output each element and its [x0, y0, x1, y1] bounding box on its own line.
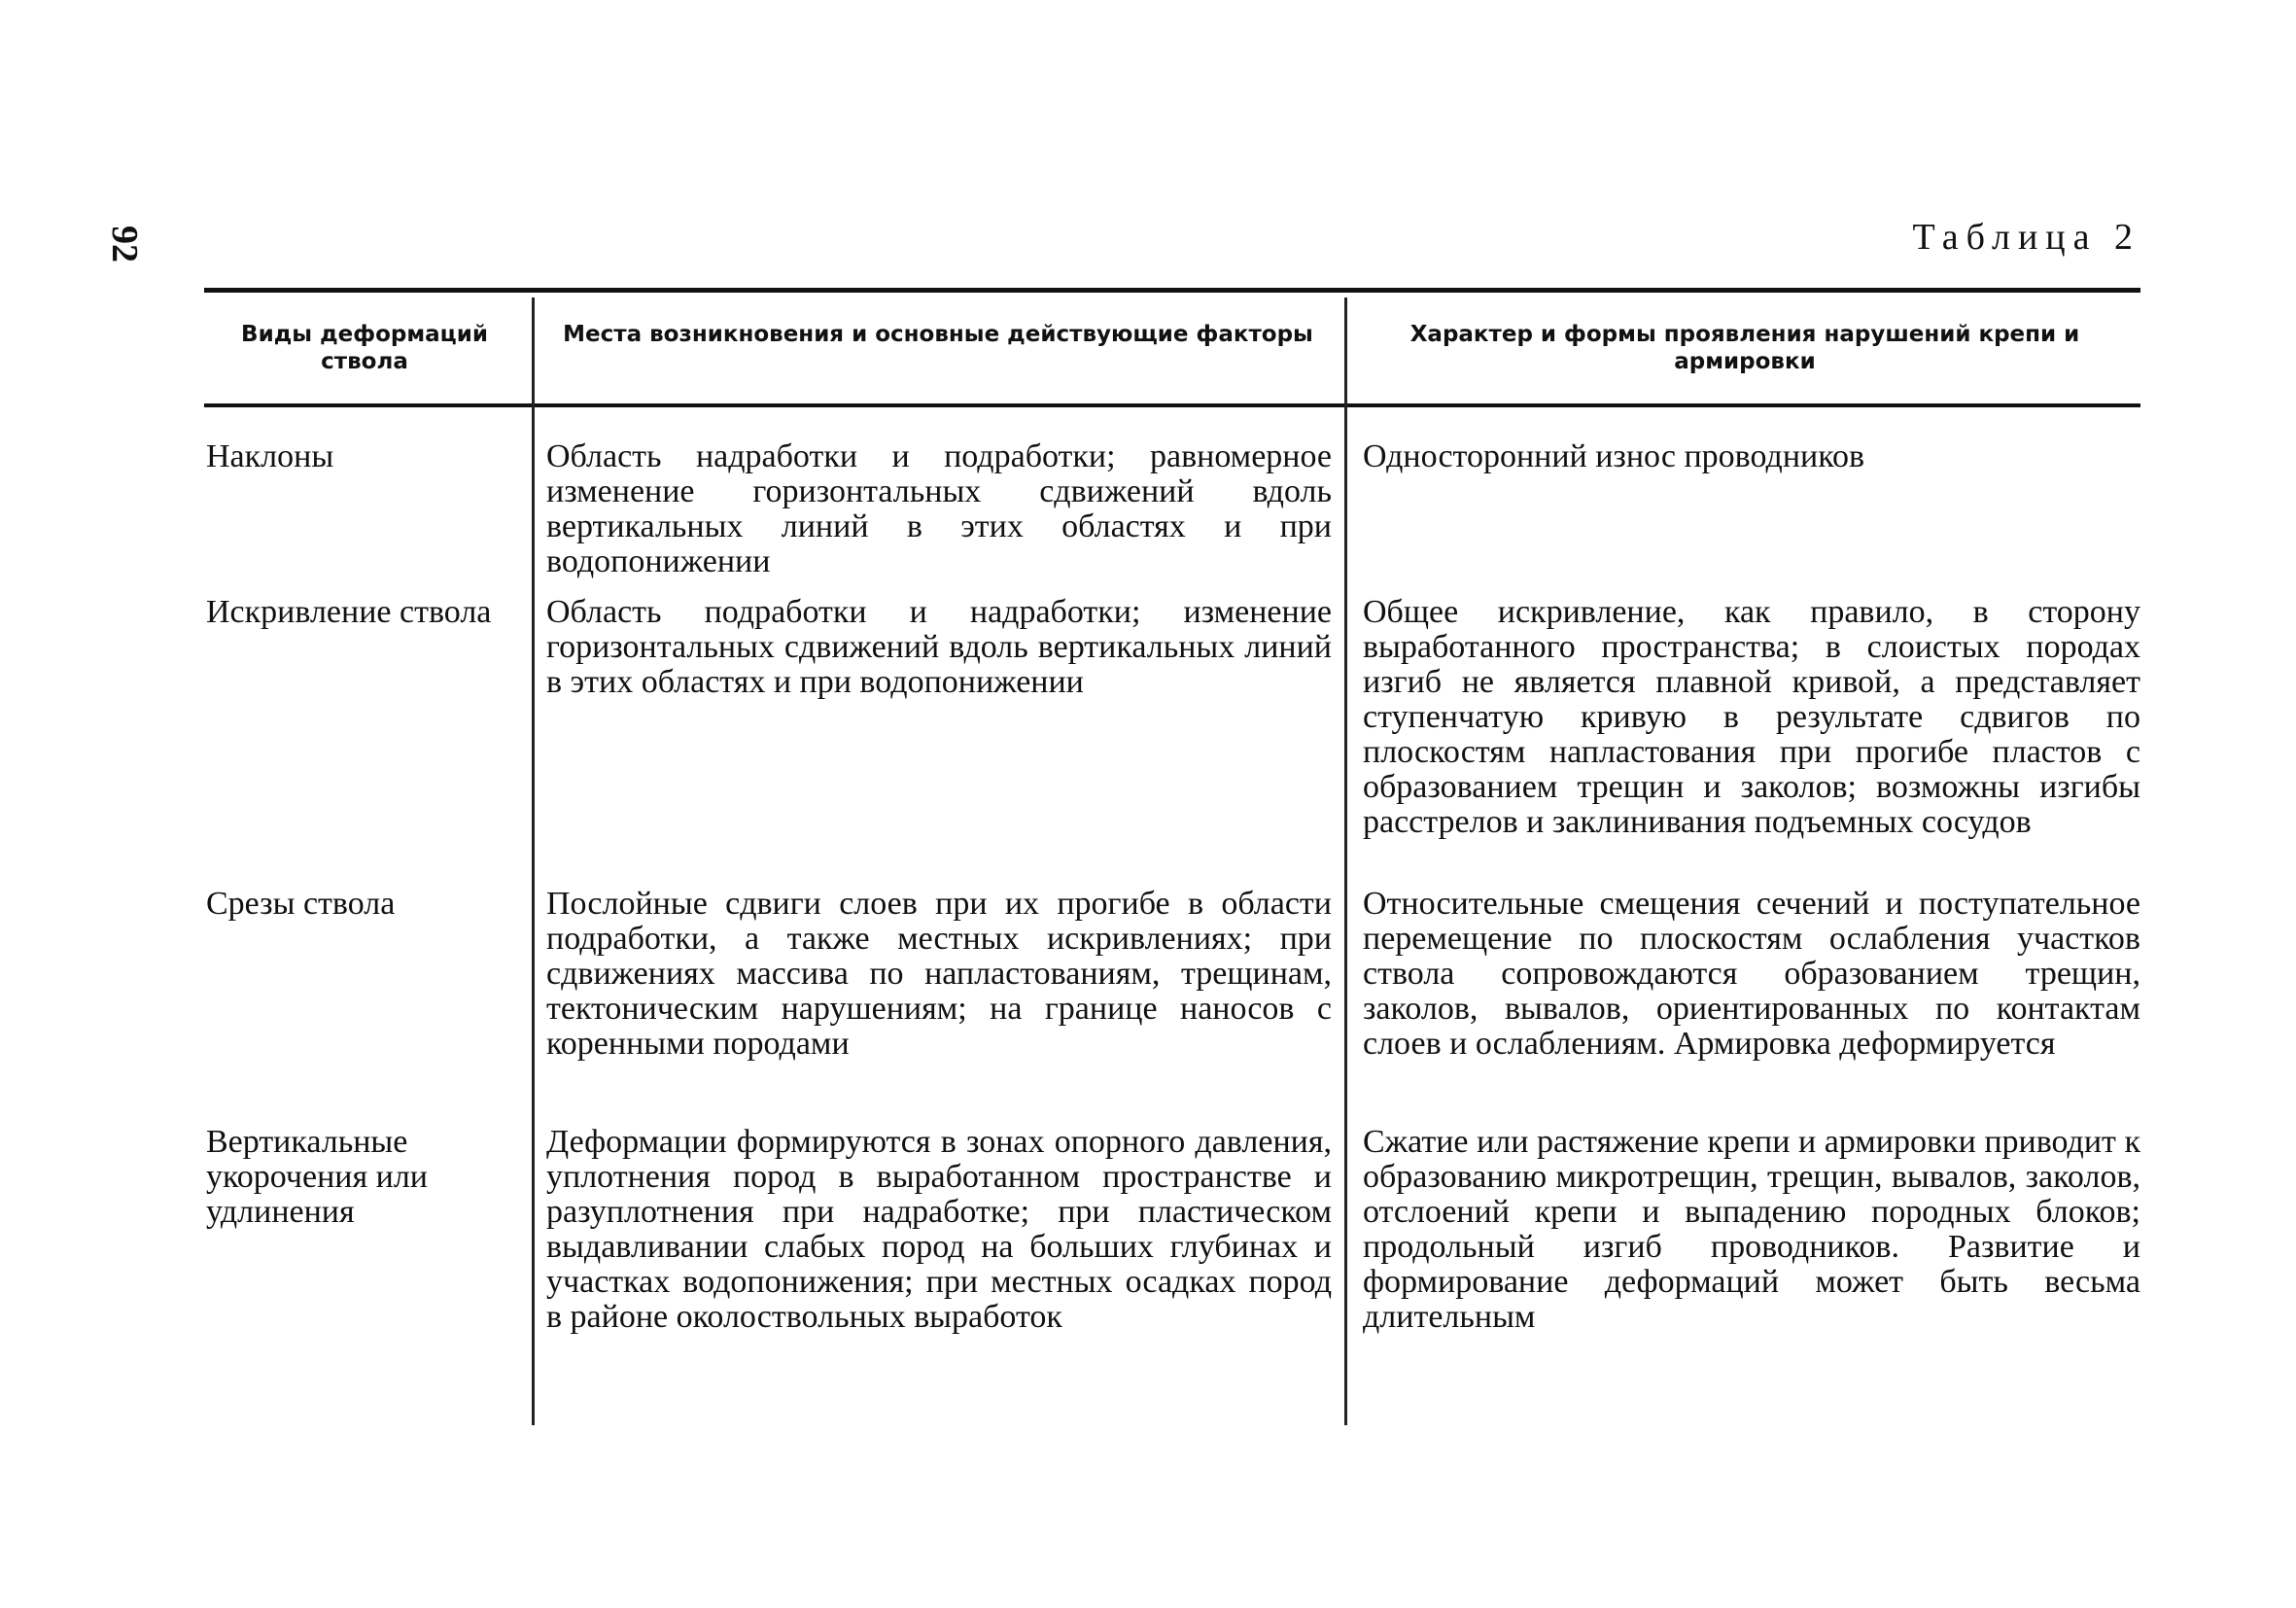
table-caption: Таблица 2 [1912, 217, 2140, 258]
column-divider [532, 297, 535, 1425]
places-factors-cell: Деформации формируются в зонах опорного давления, уплотнения пород в выработанном пространстве и разуплотнения при надработке; при пластическом выдавливании слабых пород на больших глубинах и участках водопонижения; при местных осадках пород в районе околоствольных выработок [546, 1124, 1332, 1335]
header-deformation-type: Виды деформаций ствола [241, 322, 488, 374]
deformation-type-cell: Срезы ствола [206, 886, 396, 922]
places-factors-cell: Послойные сдвиги слоев при их прогибе в области подработки, а также местных искривлениях; при сдвижениях массива по напластованиям, трещинам, тектоническим нарушениям; на границе наносов с коренными породами [546, 886, 1332, 1062]
column-divider [1344, 297, 1347, 1425]
character-cell: Относительные смещения сечений и поступательное перемещение по плоскостям ослабления участков ствола сопровождаются образованием трещин, заколов, вывалов, ориентированных по контактам слоев и ослаблениям. Армировка деформируется [1363, 886, 2140, 1062]
table-header-rule [204, 403, 2140, 407]
deformation-type-cell: Наклоны [206, 438, 334, 474]
character-cell: Общее искривление, как правило, в сторону выработанного пространства; в слоистых породах изгиб не является плавной кривой, а представляет ступенчатую кривую в результате сдвигов по плоскостям напластования при прогибе пластов с образованием трещин и заколов; возможны изгибы расстрелов и заклинивания подъемных сосудов [1363, 594, 2140, 840]
character-cell: Сжатие или растяжение крепи и армировки приводит к образованию микротрещин, трещин, вывалов, заколов, отслоений крепи и выпадению породных блоков; продольный изгиб проводников. Развитие и формирование деформаций может быть весьма длительным [1363, 1124, 2140, 1335]
places-factors-cell: Область подработки и надработки; изменение горизонтальных сдвижений вдоль вертикальных линий в этих областях и при водопонижении [546, 594, 1332, 700]
table-top-rule [204, 288, 2140, 293]
deformation-type-cell: Искривление ствола [206, 594, 492, 630]
header-character-forms: Характер и формы проявления нарушений крепи и армировки [1409, 322, 2080, 374]
deformation-type-cell: Вертикальные укорочения или удлинения [206, 1124, 428, 1230]
header-places-factors: Места возникновения и основные действующие факторы [563, 322, 1313, 347]
places-factors-cell: Область надработки и подработки; равномерное изменение горизонтальных сдвижений вдоль вертикальных линий в этих областях и при водопонижении [546, 438, 1332, 579]
character-cell: Односторонний износ проводников [1363, 438, 1865, 474]
page-number: 92 [104, 226, 145, 262]
